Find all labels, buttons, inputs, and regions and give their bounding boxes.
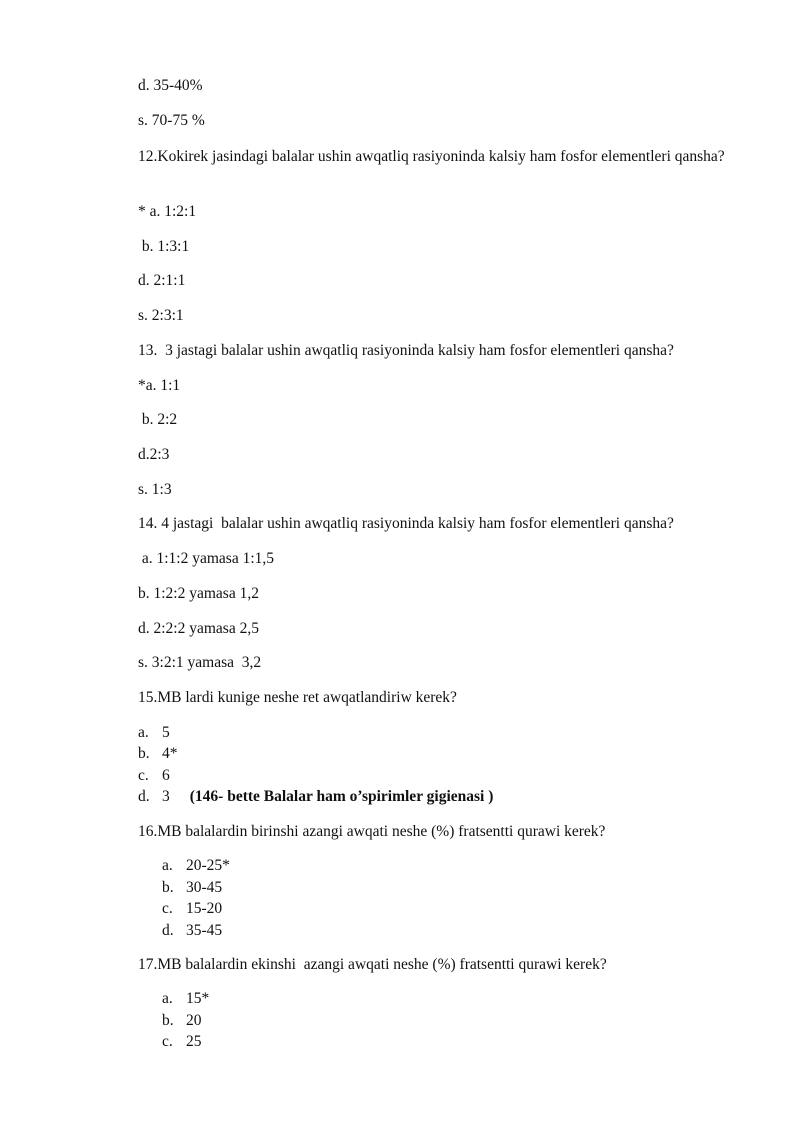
q12-option-s: s. 2:3:1 (138, 307, 184, 324)
question-17: 17.MB balalardin ekinshi azangi awqati neshe (%) fratsentti qurawi kerek? (138, 956, 607, 973)
question-15: 15.MB lardi kunige neshe ret awqatlandiriw kerek? (138, 689, 457, 706)
q15-option-b: b. 4* (138, 745, 178, 762)
question-13: 13. 3 jastagi balalar ushin awqatliq rasiyoninda kalsiy ham fosfor elementleri qansha? (138, 342, 674, 359)
q16-option-c: c. 15-20 (162, 900, 223, 917)
q17-option-b: b. 20 (162, 1012, 202, 1029)
q12-option-d: d. 2:1:1 (138, 272, 186, 289)
answer-s-prev: s. 70-75 % (138, 112, 205, 129)
q13-option-s: s. 1:3 (138, 481, 172, 498)
question-14: 14. 4 jastagi balalar ushin awqatliq rasiyoninda kalsiy ham fosfor elementleri qansha? (138, 515, 674, 532)
q12-option-a: * a. 1:2:1 (138, 203, 197, 220)
q17-option-c: c. 25 (162, 1033, 202, 1050)
source-note: (146- bette Balalar ham o’spirimler gigienasi ) (189, 788, 494, 805)
q13-option-b: b. 2:2 (138, 411, 178, 428)
q14-option-s: s. 3:2:1 yamasa 3,2 (138, 654, 262, 671)
q12-option-b: b. 1:3:1 (138, 238, 190, 255)
q13-option-d: d.2:3 (138, 446, 170, 463)
q14-option-a: a. 1:1:2 yamasa 1:1,5 (138, 550, 275, 567)
q16-option-a: a. 20-25* (162, 857, 230, 874)
q14-option-b: b. 1:2:2 yamasa 1,2 (138, 585, 259, 602)
q14-option-d: d. 2:2:2 yamasa 2,5 (138, 620, 259, 637)
answer-d-prev: d. 35-40% (138, 77, 203, 94)
q16-option-d: d. 35-45 (162, 922, 223, 939)
q17-option-a: a. 15* (162, 990, 210, 1007)
q15-option-a: a. 5 (138, 724, 170, 741)
q16-option-b: b. 30-45 (162, 879, 223, 896)
question-16: 16.MB balalardin birinshi azangi awqati neshe (%) fratsentti qurawi kerek? (138, 823, 606, 840)
q13-option-a: *a. 1:1 (138, 377, 181, 394)
q15-option-c: c. 6 (138, 767, 170, 784)
q15-option-d: d. 3 (146- bette Balalar ham o’spirimler gigienasi ) (138, 788, 494, 805)
question-12: 12.Kokirek jasindagi balalar ushin awqatliq rasiyoninda kalsiy ham fosfor elementleri qansha? (138, 148, 725, 165)
